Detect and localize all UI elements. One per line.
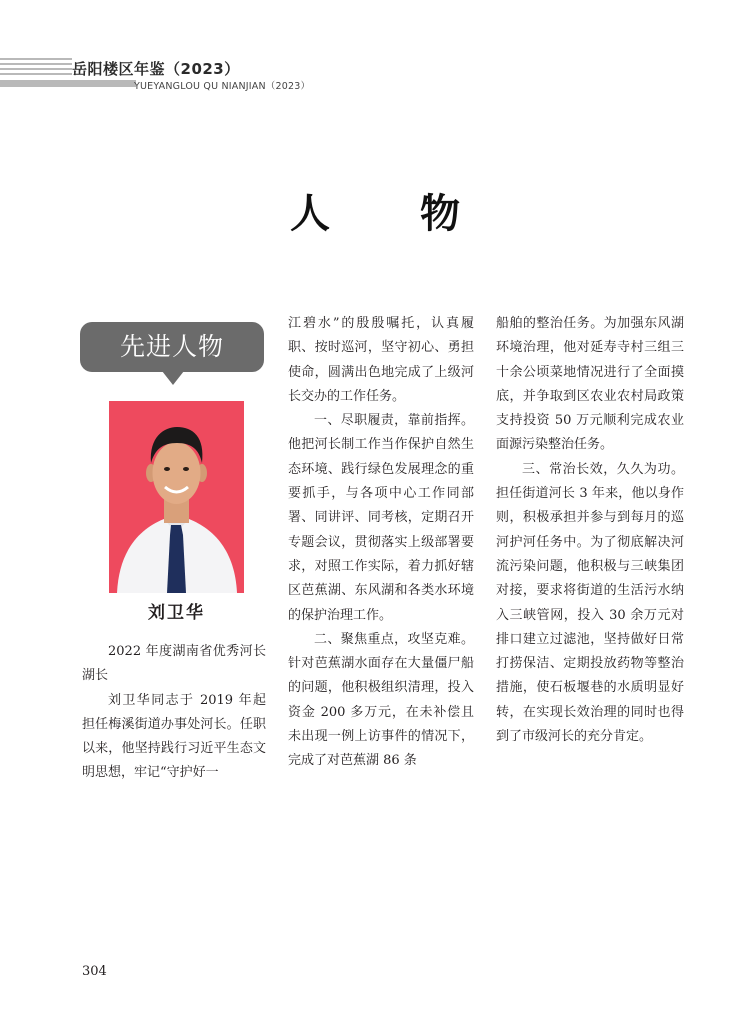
badge-pointer [162,371,184,385]
category-badge [80,322,264,372]
yearbook-subtitle: YUEYANGLOU QU NIANJIAN（2023） [134,81,311,92]
section-title: 人 物 [290,191,498,237]
category-badge-label: 先进人物 [119,332,224,361]
person-name: 刘卫华 [148,603,205,623]
award-line: 2022 年度湖南省优秀河长湖长 [82,644,266,684]
paragraph: 二、聚焦重点，攻坚克难。针对芭蕉湖水面存在大量僵尸船的问题，他积极组织清理，投入资金 200 多万元，在未补偿且未出现一例上访事件的情况下，完成了对芭蕉湖 86 条 [288,631,474,769]
paragraph: 江碧水”的殷殷嘱托，认真履职、按时巡河，坚守初心、勇担使命，圆满出色地完成了上级河长交办的工作任务。 [288,316,474,404]
paragraph: 刘卫华同志于 2019 年起担任梅溪街道办事处河长。任职以来，他坚持践行习近平生态文明思想，牢记“守护好一 [82,692,266,781]
person-photo [109,401,244,593]
header-decor-bar [0,80,136,87]
yearbook-title: 岳阳楼区年鉴（2023） [72,60,240,78]
paragraph: 船舶的整治任务。为加强东风湖环境治理，他对延寿寺村三组三十余公顷菜地情况进行了全面摸底，并争取到区农业农村局政策支持投资 50 万元顺利完成农业面源污染整治任务。 [496,316,684,453]
paragraph: 三、常治长效，久久为功。担任街道河长 3 年来，他以身作则，积极承担并参与到每月的巡河护河任务中。为了彻底解决河流污染问题，他积极与三峡集团对接，要求将街道的生活污水纳入三峡管网，投入 30 余万元对排口建立过滤池，坚持做好日常打捞保洁、定期投放药物等整治措施，使石板堰巷的水质明显好转，在实现长效治理的同时也得到了市级河长的充分肯定。 [496,461,684,745]
article-column-1 [82,640,266,786]
article-column-2 [288,312,474,774]
page-number: 304 [82,964,107,979]
paragraph: 一、尽职履责，靠前指挥。他把河长制工作当作保护自然生态环境、践行绿色发展理念的重要抓手，与各项中心工作同部署、同讲评、同考核，定期召开专题会议，贯彻落实上级部署要求，对照工作实际，着力抓好辖区芭蕉湖、东风湖和各类水环境的保护治理工作。 [288,413,474,623]
article-column-3 [496,312,684,749]
header-decor-lines [0,58,72,80]
